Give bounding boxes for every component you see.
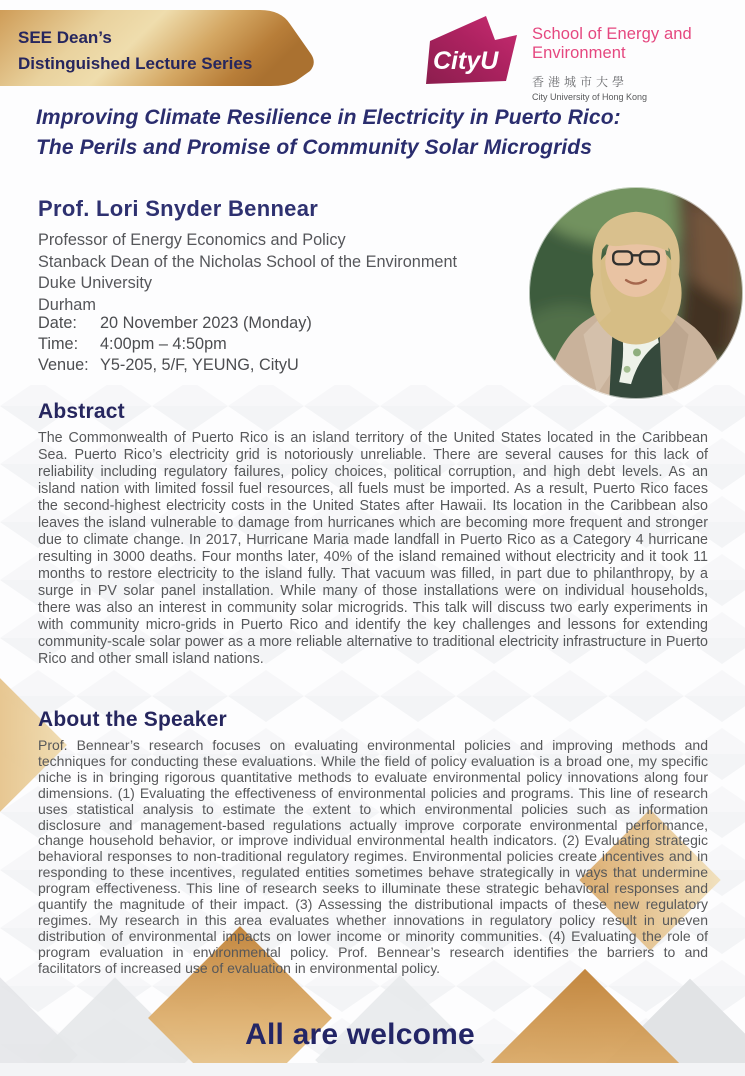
venue-label: Venue:	[38, 356, 89, 375]
series-title-line2: Distinguished Lecture Series	[18, 53, 253, 73]
abstract-section	[38, 400, 708, 668]
about-speaker-section	[38, 708, 708, 977]
lecture-title	[36, 103, 716, 164]
event-date-row	[38, 313, 312, 334]
speaker-roles	[38, 230, 457, 317]
cityu-logo-icon	[420, 14, 524, 86]
speaker-role: Durham	[38, 296, 96, 315]
university-name-chinese: 香港城市大學	[532, 75, 629, 89]
event-time-row	[38, 334, 312, 355]
time-value: 4:00pm – 4:50pm	[100, 335, 227, 354]
abstract-body: The Commonwealth of Puerto Rico is an island territory of the United States located in the Caribbean Sea. Puerto Rico’s electricity grid is notoriously unreliable. There are several causes for this lack of reliability including regulatory failures, policy choices, political corruption, and high debt levels. As an island nation with limited fossil fuel resources, all fuels must be imported. As a result, Puerto Rico faces the second-highest electricity costs in the United States after Hawaii. Its location in the Caribbean also leaves the island vulnerable to damage from hurricanes which are becoming more frequent and stronger due to climate change. In 2017, Hurricane Maria made landfall in Puerto Rico as a Category 4 hurricane resulting in 3000 deaths. Four months later, 40% of the island remained without electricity and it took 11 months to restore electricity to the island fully. That vacuum was filled, in part due to philanthropy, by a surge in PV solar panel installation. While many of those installations were on individual households, there was also an interest in community solar microgrids. This talk will discuss two early experiments in with community micro-grids in Puerto Rico and identify the key challenges and lessons for extending community-scale solar power as a more reliable alternative to traditional electricity infrastructure in Puerto Rico and other small island nations.	[38, 430, 708, 667]
school-name: School of Energy and Environment	[532, 25, 692, 62]
speaker-role: Duke University	[38, 274, 153, 293]
cityu-logo-text: CityU	[433, 47, 499, 75]
date-label: Date:	[38, 314, 77, 332]
university-logo-block	[420, 14, 745, 102]
series-banner	[0, 8, 322, 88]
speaker-role: Stanback Dean of the Nicholas School of the Environment	[38, 252, 458, 271]
about-speaker-heading: About the Speaker	[38, 708, 227, 731]
abstract-heading: Abstract	[38, 400, 125, 423]
series-title-line1: SEE Dean’s	[18, 28, 112, 47]
date-value: 20 November 2023 (Monday)	[100, 314, 312, 332]
event-venue-row	[38, 355, 312, 376]
series-title	[18, 25, 252, 76]
lecture-title-line1: Improving Climate Resilience in Electricity in Puerto Rico:	[36, 106, 621, 129]
university-name-english: City University of Hong Kong	[532, 92, 648, 102]
speaker-role: Professor of Energy Economics and Policy	[38, 231, 346, 249]
speaker-name: Prof. Lori Snyder Bennear	[38, 196, 319, 221]
about-speaker-body: Prof. Bennear’s research focuses on evaluating environmental policies and improving methods and techniques for conducting these evaluations. While the field of policy evaluation is a broad one, my specific niche is in bringing rigorous quantitative methods to evaluate environmental policy innovations along four dimensions. (1) Evaluating the effectiveness of environmental policies and programs. This line of research uses statistical analysis to estimate the extent to which environmental policies such as information disclosure and management-based regulations actually improve corporate environmental performance, change household behavior, or improve individual environmental health indicators. (2) Evaluating strategic behavioral responses to non-traditional regulatory regimes. Environmental policies create incentives and in responding to these incentives, regulated entities sometimes behave strategically in ways that undermine program effectiveness. This line of research seeks to illuminate these strategic behavioral responses and quantify the magnitude of their impact. (3) Assessing the distributional impacts of these new regulatory regimes. My research in this area evaluates whether innovations in regulatory policy result in uneven distribution of environmental impacts on lower income or minority communities. (4) Evaluating the role of program evaluation in environmental policy. Prof. Bennear’s research identifies the barriers to and facilitators of increased use of evaluation in environmental policy.	[38, 737, 708, 976]
venue-value: Y5-205, 5/F, YEUNG, CityU	[100, 356, 299, 375]
time-label: Time:	[38, 335, 79, 354]
lecture-title-line2: The Perils and Promise of Community Solar Microgrids	[36, 136, 592, 160]
event-details	[38, 313, 312, 377]
speaker-photo	[527, 186, 745, 400]
welcome-message: All are welcome	[245, 1018, 475, 1051]
